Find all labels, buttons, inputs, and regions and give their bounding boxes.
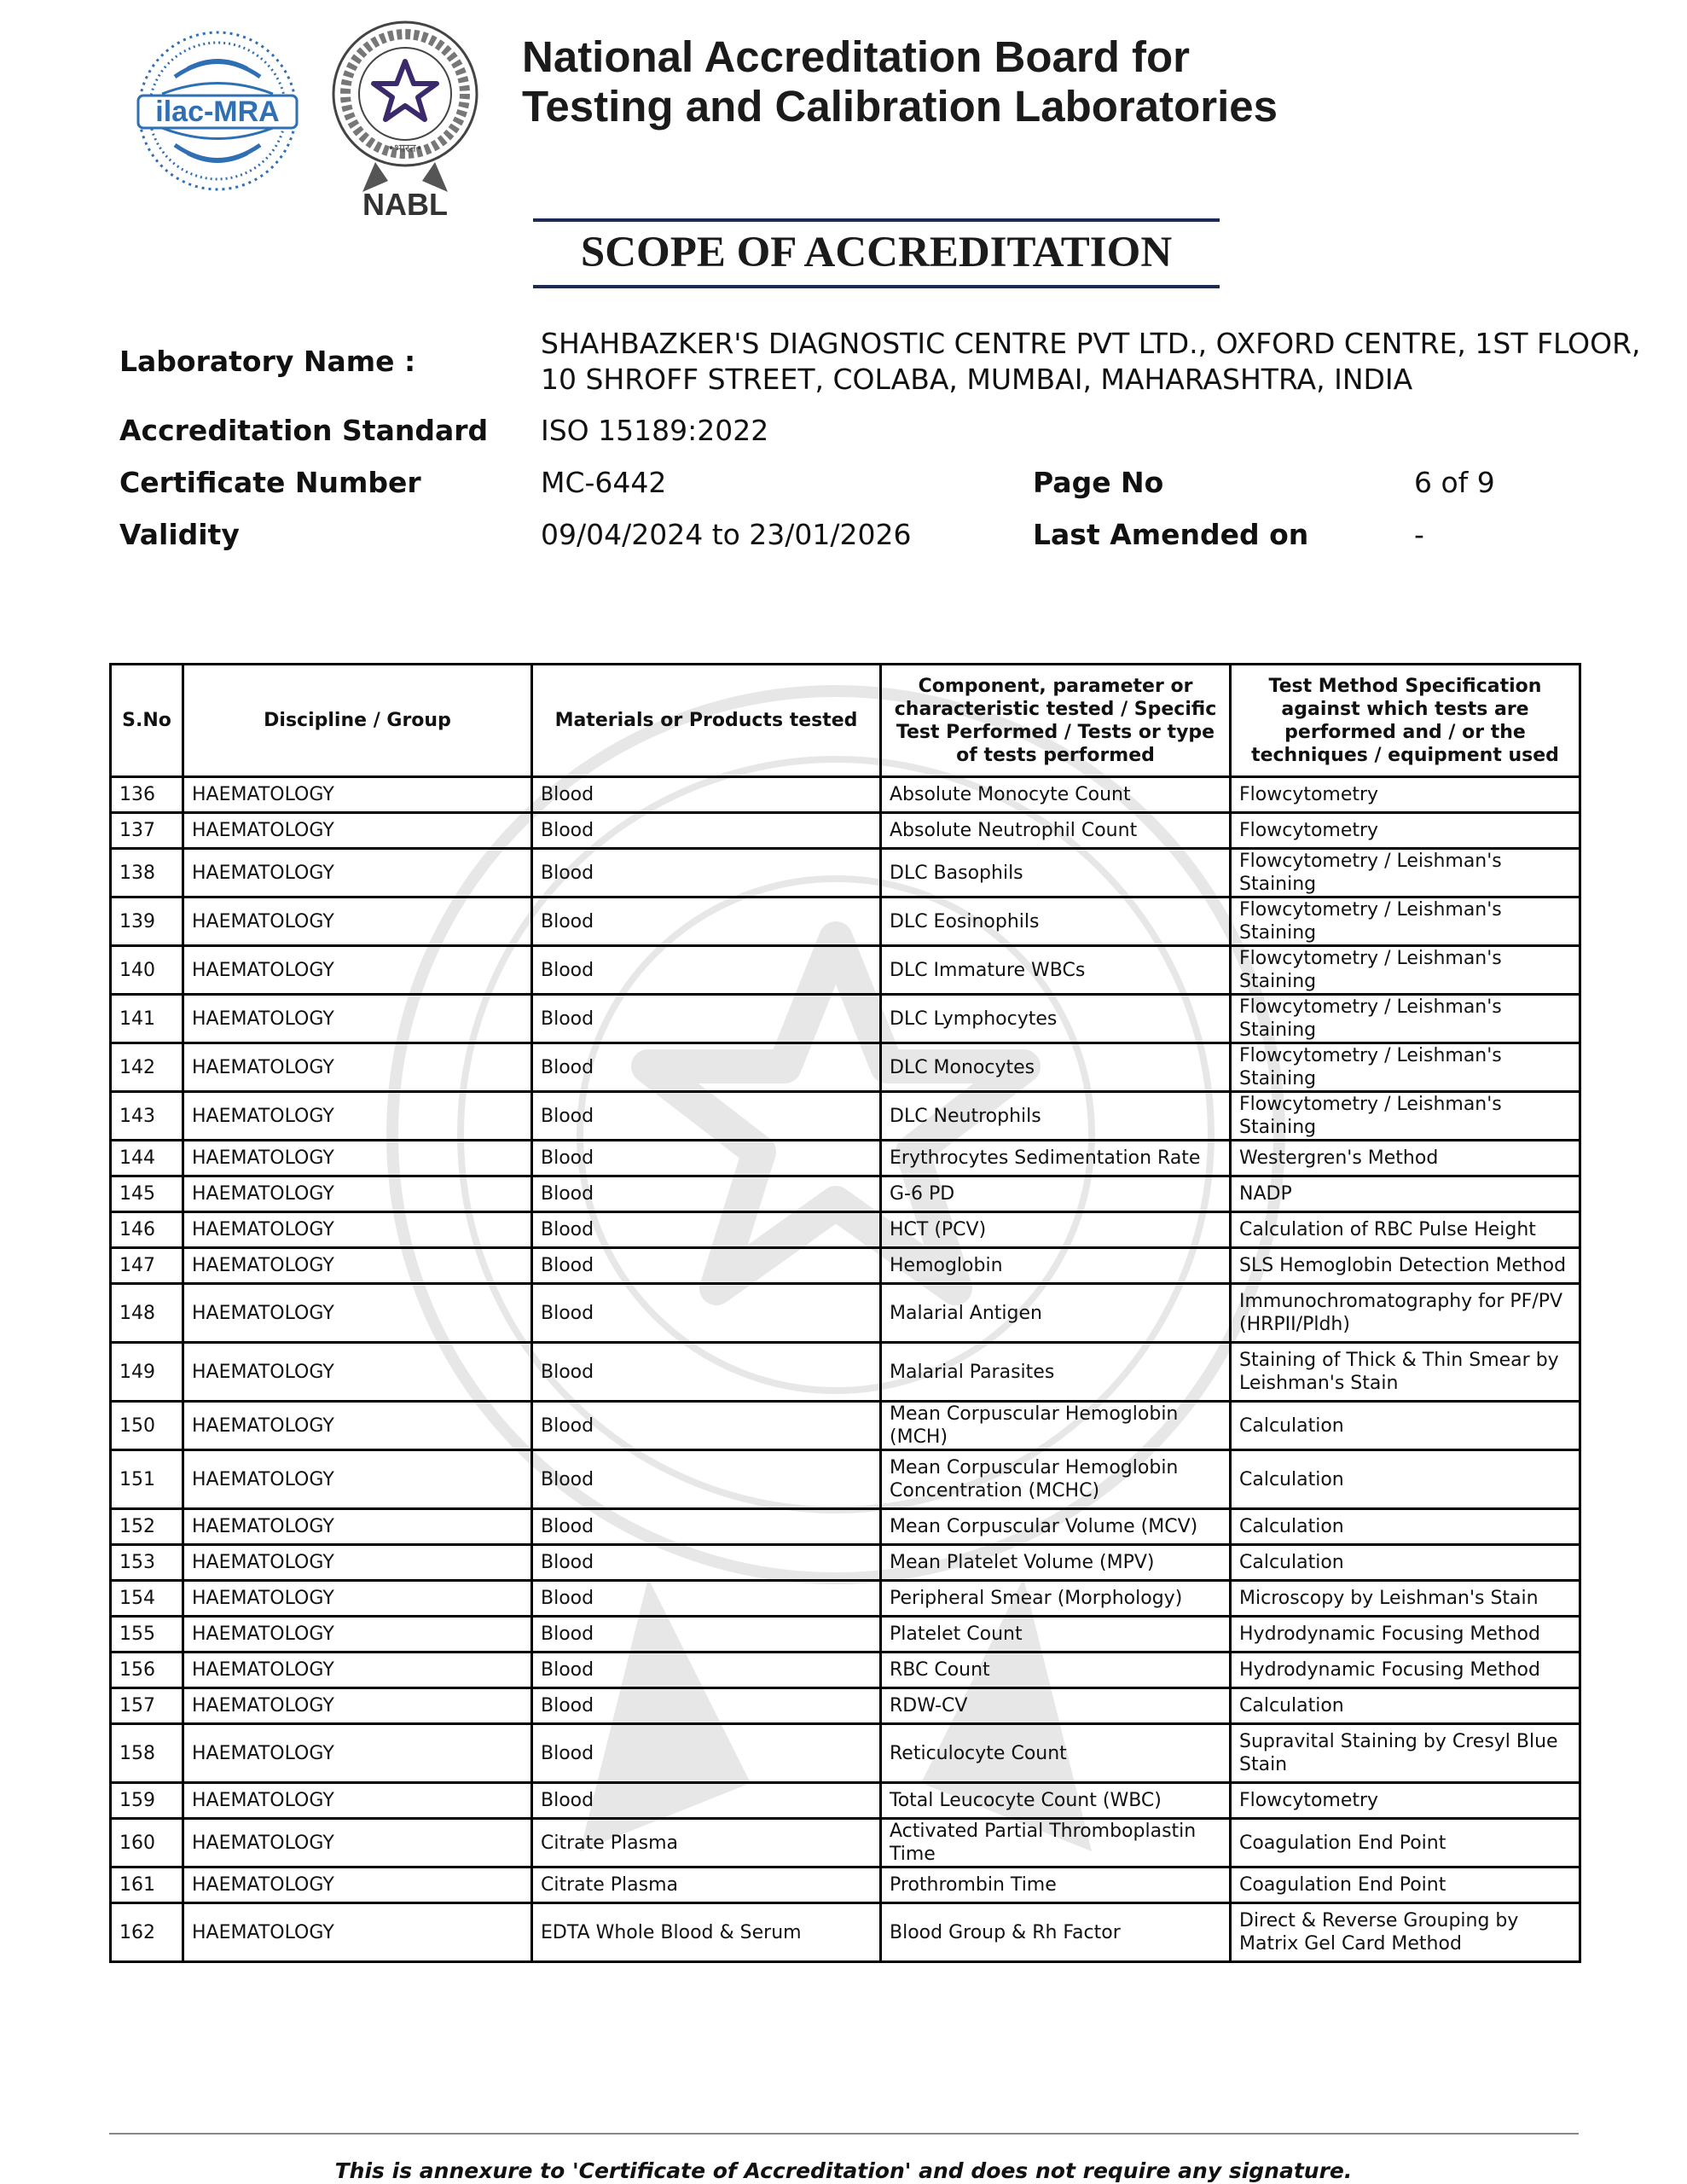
table-row bbox=[111, 1903, 1580, 1962]
table-row bbox=[111, 897, 1580, 946]
cell-material: Blood bbox=[532, 1043, 881, 1092]
cell-component: DLC Immature WBCs bbox=[881, 946, 1231, 995]
table-row bbox=[111, 946, 1580, 995]
table-row bbox=[111, 777, 1580, 813]
cell-material: Blood bbox=[532, 1284, 881, 1343]
cell-material: Citrate Plasma bbox=[532, 1867, 881, 1903]
table-row bbox=[111, 1176, 1580, 1212]
cell-discipline: HAEMATOLOGY bbox=[183, 1043, 532, 1092]
cell-material: Blood bbox=[532, 1653, 881, 1688]
cell-sno: 148 bbox=[111, 1284, 183, 1343]
cell-discipline: HAEMATOLOGY bbox=[183, 1509, 532, 1545]
cell-discipline: HAEMATOLOGY bbox=[183, 1343, 532, 1402]
cell-sno: 160 bbox=[111, 1819, 183, 1867]
cell-method: Hydrodynamic Focusing Method bbox=[1231, 1617, 1580, 1653]
cell-discipline: HAEMATOLOGY bbox=[183, 1581, 532, 1617]
cell-discipline: HAEMATOLOGY bbox=[183, 1867, 532, 1903]
cell-component: Absolute Neutrophil Count bbox=[881, 813, 1231, 849]
organization-title bbox=[522, 32, 1375, 131]
cell-discipline: HAEMATOLOGY bbox=[183, 1284, 532, 1343]
cell-method: Calculation bbox=[1231, 1545, 1580, 1581]
table-row bbox=[111, 1545, 1580, 1581]
table-row bbox=[111, 1867, 1580, 1903]
cell-method: Microscopy by Leishman's Stain bbox=[1231, 1581, 1580, 1617]
table-row bbox=[111, 1141, 1580, 1176]
footer-note: This is annexure to 'Certificate of Accreditation' and does not require any signature. bbox=[334, 2158, 1353, 2183]
cell-sno: 155 bbox=[111, 1617, 183, 1653]
cell-method: Westergren's Method bbox=[1231, 1141, 1580, 1176]
cell-component: Mean Platelet Volume (MPV) bbox=[881, 1545, 1231, 1581]
cell-sno: 158 bbox=[111, 1724, 183, 1783]
cell-sno: 138 bbox=[111, 849, 183, 897]
cell-material: Blood bbox=[532, 1343, 881, 1402]
cell-sno: 161 bbox=[111, 1867, 183, 1903]
cell-material: Blood bbox=[532, 1688, 881, 1724]
cell-material: Blood bbox=[532, 1581, 881, 1617]
cell-material: Blood bbox=[532, 1545, 881, 1581]
cell-method: NADP bbox=[1231, 1176, 1580, 1212]
cell-method: Calculation bbox=[1231, 1450, 1580, 1509]
nabl-logo-text: NABL bbox=[362, 187, 448, 222]
certificate-number-label: Certificate Number bbox=[119, 466, 421, 499]
column-header-component: Component, parameter or characteristic tested / Specific Test Performed / Tests or type of tests performed bbox=[881, 665, 1231, 777]
cell-discipline: HAEMATOLOGY bbox=[183, 777, 532, 813]
cell-component: DLC Monocytes bbox=[881, 1043, 1231, 1092]
table-row bbox=[111, 1653, 1580, 1688]
cell-component: Reticulocyte Count bbox=[881, 1724, 1231, 1783]
cell-sno: 136 bbox=[111, 777, 183, 813]
table-row bbox=[111, 1343, 1580, 1402]
validity-value: 09/04/2024 to 23/01/2026 bbox=[541, 518, 912, 551]
cell-material: Blood bbox=[532, 897, 881, 946]
title-rule-top bbox=[533, 218, 1220, 222]
page-no-label: Page No bbox=[1033, 466, 1164, 499]
cell-component: Prothrombin Time bbox=[881, 1867, 1231, 1903]
cell-material: Blood bbox=[532, 1248, 881, 1284]
ilac-mra-logo bbox=[128, 26, 307, 196]
lab-name-line1: SHAHBAZKER'S DIAGNOSTIC CENTRE PVT LTD., OXFORD CENTRE, 1ST FLOOR, bbox=[541, 327, 1641, 360]
table-row bbox=[111, 1581, 1580, 1617]
cell-component: Mean Corpuscular Hemoglobin Concentration (MCHC) bbox=[881, 1450, 1231, 1509]
cell-discipline: HAEMATOLOGY bbox=[183, 1724, 532, 1783]
cell-discipline: HAEMATOLOGY bbox=[183, 1545, 532, 1581]
accreditation-standard-value: ISO 15189:2022 bbox=[541, 414, 769, 447]
cell-sno: 141 bbox=[111, 995, 183, 1043]
table-row bbox=[111, 1043, 1580, 1092]
cell-material: Blood bbox=[532, 1724, 881, 1783]
cell-component: Malarial Antigen bbox=[881, 1284, 1231, 1343]
cell-component: RBC Count bbox=[881, 1653, 1231, 1688]
table-row bbox=[111, 1248, 1580, 1284]
cell-method: Direct & Reverse Grouping by Matrix Gel Card Method bbox=[1231, 1903, 1580, 1962]
cell-discipline: HAEMATOLOGY bbox=[183, 1176, 532, 1212]
cell-discipline: HAEMATOLOGY bbox=[183, 1903, 532, 1962]
table-row bbox=[111, 1284, 1580, 1343]
cell-discipline: HAEMATOLOGY bbox=[183, 1617, 532, 1653]
cell-material: Blood bbox=[532, 849, 881, 897]
table-row bbox=[111, 1509, 1580, 1545]
cell-method: Flowcytometry / Leishman's Staining bbox=[1231, 897, 1580, 946]
cell-method: Calculation bbox=[1231, 1509, 1580, 1545]
cell-sno: 144 bbox=[111, 1141, 183, 1176]
cell-discipline: HAEMATOLOGY bbox=[183, 1783, 532, 1819]
column-header-materials: Materials or Products tested bbox=[532, 665, 881, 777]
cell-material: Citrate Plasma bbox=[532, 1819, 881, 1867]
table-header-row bbox=[111, 665, 1580, 777]
cell-material: Blood bbox=[532, 1783, 881, 1819]
cell-discipline: HAEMATOLOGY bbox=[183, 1248, 532, 1284]
cell-material: EDTA Whole Blood & Serum bbox=[532, 1903, 881, 1962]
cell-material: Blood bbox=[532, 1212, 881, 1248]
cell-sno: 154 bbox=[111, 1581, 183, 1617]
cell-component: Mean Corpuscular Hemoglobin (MCH) bbox=[881, 1402, 1231, 1450]
cell-method: Coagulation End Point bbox=[1231, 1819, 1580, 1867]
cell-component: DLC Lymphocytes bbox=[881, 995, 1231, 1043]
lab-name-line2: 10 SHROFF STREET, COLABA, MUMBAI, MAHARASHTRA, INDIA bbox=[541, 363, 1413, 396]
cell-sno: 143 bbox=[111, 1092, 183, 1141]
accreditation-standard-label: Accreditation Standard bbox=[119, 414, 489, 447]
cell-component: Absolute Monocyte Count bbox=[881, 777, 1231, 813]
cell-discipline: HAEMATOLOGY bbox=[183, 1141, 532, 1176]
cell-material: Blood bbox=[532, 1092, 881, 1141]
cell-material: Blood bbox=[532, 1402, 881, 1450]
cell-method: Flowcytometry / Leishman's Staining bbox=[1231, 995, 1580, 1043]
title-rule-bottom bbox=[533, 285, 1220, 288]
cell-material: Blood bbox=[532, 777, 881, 813]
cell-sno: 149 bbox=[111, 1343, 183, 1402]
cell-material: Blood bbox=[532, 995, 881, 1043]
cell-component: DLC Neutrophils bbox=[881, 1092, 1231, 1141]
cell-discipline: HAEMATOLOGY bbox=[183, 1450, 532, 1509]
cell-material: Blood bbox=[532, 1617, 881, 1653]
cell-component: Mean Corpuscular Volume (MCV) bbox=[881, 1509, 1231, 1545]
cell-material: Blood bbox=[532, 946, 881, 995]
last-amended-label: Last Amended on bbox=[1033, 518, 1309, 551]
cell-sno: 142 bbox=[111, 1043, 183, 1092]
cell-sno: 151 bbox=[111, 1450, 183, 1509]
cell-sno: 146 bbox=[111, 1212, 183, 1248]
cell-method: Flowcytometry bbox=[1231, 777, 1580, 813]
cell-method: Hydrodynamic Focusing Method bbox=[1231, 1653, 1580, 1688]
cell-sno: 162 bbox=[111, 1903, 183, 1962]
cell-method: Calculation of RBC Pulse Height bbox=[1231, 1212, 1580, 1248]
cell-sno: 150 bbox=[111, 1402, 183, 1450]
cell-method: Flowcytometry / Leishman's Staining bbox=[1231, 946, 1580, 995]
cell-sno: 152 bbox=[111, 1509, 183, 1545]
cell-sno: 147 bbox=[111, 1248, 183, 1284]
cell-component: G-6 PD bbox=[881, 1176, 1231, 1212]
nabl-seal-text: •भारत• bbox=[387, 142, 423, 155]
column-header-method: Test Method Specification against which tests are performed and / or the techniques / equipment used bbox=[1231, 665, 1580, 777]
cell-component: DLC Eosinophils bbox=[881, 897, 1231, 946]
cell-method: Calculation bbox=[1231, 1688, 1580, 1724]
table-row bbox=[111, 995, 1580, 1043]
cell-discipline: HAEMATOLOGY bbox=[183, 946, 532, 995]
cell-sno: 157 bbox=[111, 1688, 183, 1724]
table-row bbox=[111, 1783, 1580, 1819]
organization-title-line1: National Accreditation Board for bbox=[522, 32, 1191, 81]
cell-method: Staining of Thick & Thin Smear by Leishman's Stain bbox=[1231, 1343, 1580, 1402]
organization-title-line2: Testing and Calibration Laboratories bbox=[522, 82, 1278, 131]
cell-method: Coagulation End Point bbox=[1231, 1867, 1580, 1903]
footer-divider bbox=[109, 2133, 1579, 2135]
cell-component: HCT (PCV) bbox=[881, 1212, 1231, 1248]
cell-component: Erythrocytes Sedimentation Rate bbox=[881, 1141, 1231, 1176]
cell-method: Supravital Staining by Cresyl Blue Stain bbox=[1231, 1724, 1580, 1783]
cell-sno: 139 bbox=[111, 897, 183, 946]
table-row bbox=[111, 1617, 1580, 1653]
cell-discipline: HAEMATOLOGY bbox=[183, 813, 532, 849]
table-row bbox=[111, 1212, 1580, 1248]
table-row bbox=[111, 1724, 1580, 1783]
cell-component: Platelet Count bbox=[881, 1617, 1231, 1653]
cell-sno: 145 bbox=[111, 1176, 183, 1212]
cell-sno: 137 bbox=[111, 813, 183, 849]
cell-material: Blood bbox=[532, 1141, 881, 1176]
cell-method: Flowcytometry / Leishman's Staining bbox=[1231, 849, 1580, 897]
column-header-discipline: Discipline / Group bbox=[183, 665, 532, 777]
table-row bbox=[111, 1819, 1580, 1867]
cell-discipline: HAEMATOLOGY bbox=[183, 1819, 532, 1867]
last-amended-value: - bbox=[1414, 518, 1424, 551]
cell-component: Activated Partial Thromboplastin Time bbox=[881, 1819, 1231, 1867]
table-row bbox=[111, 1450, 1580, 1509]
cell-method: SLS Hemoglobin Detection Method bbox=[1231, 1248, 1580, 1284]
scope-title: SCOPE OF ACCREDITATION bbox=[580, 229, 1173, 276]
cell-component: Malarial Parasites bbox=[881, 1343, 1231, 1402]
lab-name-label: Laboratory Name : bbox=[119, 345, 416, 378]
cell-sno: 153 bbox=[111, 1545, 183, 1581]
cell-component: RDW-CV bbox=[881, 1688, 1231, 1724]
column-header-sno: S.No bbox=[111, 665, 183, 777]
cell-discipline: HAEMATOLOGY bbox=[183, 995, 532, 1043]
cell-method: Flowcytometry bbox=[1231, 1783, 1580, 1819]
cell-material: Blood bbox=[532, 1450, 881, 1509]
cell-sno: 140 bbox=[111, 946, 183, 995]
cell-method: Calculation bbox=[1231, 1402, 1580, 1450]
cell-discipline: HAEMATOLOGY bbox=[183, 1653, 532, 1688]
cell-discipline: HAEMATOLOGY bbox=[183, 849, 532, 897]
table-row bbox=[111, 1092, 1580, 1141]
cell-discipline: HAEMATOLOGY bbox=[183, 1212, 532, 1248]
cell-discipline: HAEMATOLOGY bbox=[183, 1092, 532, 1141]
cell-discipline: HAEMATOLOGY bbox=[183, 1402, 532, 1450]
cell-material: Blood bbox=[532, 1176, 881, 1212]
certificate-number-value: MC-6442 bbox=[541, 466, 667, 499]
table-row bbox=[111, 813, 1580, 849]
cell-method: Flowcytometry / Leishman's Staining bbox=[1231, 1092, 1580, 1141]
cell-material: Blood bbox=[532, 813, 881, 849]
cell-discipline: HAEMATOLOGY bbox=[183, 1688, 532, 1724]
table-row bbox=[111, 1688, 1580, 1724]
cell-component: Hemoglobin bbox=[881, 1248, 1231, 1284]
cell-material: Blood bbox=[532, 1509, 881, 1545]
table-row bbox=[111, 849, 1580, 897]
cell-discipline: HAEMATOLOGY bbox=[183, 897, 532, 946]
table-row bbox=[111, 1402, 1580, 1450]
cell-sno: 156 bbox=[111, 1653, 183, 1688]
cell-sno: 159 bbox=[111, 1783, 183, 1819]
cell-method: Flowcytometry bbox=[1231, 813, 1580, 849]
cell-component: Peripheral Smear (Morphology) bbox=[881, 1581, 1231, 1617]
ilac-logo-text: ilac-MRA bbox=[155, 96, 280, 128]
nabl-logo bbox=[328, 17, 482, 222]
validity-label: Validity bbox=[119, 518, 240, 551]
cell-component: DLC Basophils bbox=[881, 849, 1231, 897]
page-no-value: 6 of 9 bbox=[1414, 466, 1495, 499]
cell-method: Immunochromatography for PF/PV (HRPII/Pldh) bbox=[1231, 1284, 1580, 1343]
scope-table bbox=[109, 663, 1581, 1963]
cell-component: Total Leucocyte Count (WBC) bbox=[881, 1783, 1231, 1819]
cell-method: Flowcytometry / Leishman's Staining bbox=[1231, 1043, 1580, 1092]
cell-component: Blood Group & Rh Factor bbox=[881, 1903, 1231, 1962]
